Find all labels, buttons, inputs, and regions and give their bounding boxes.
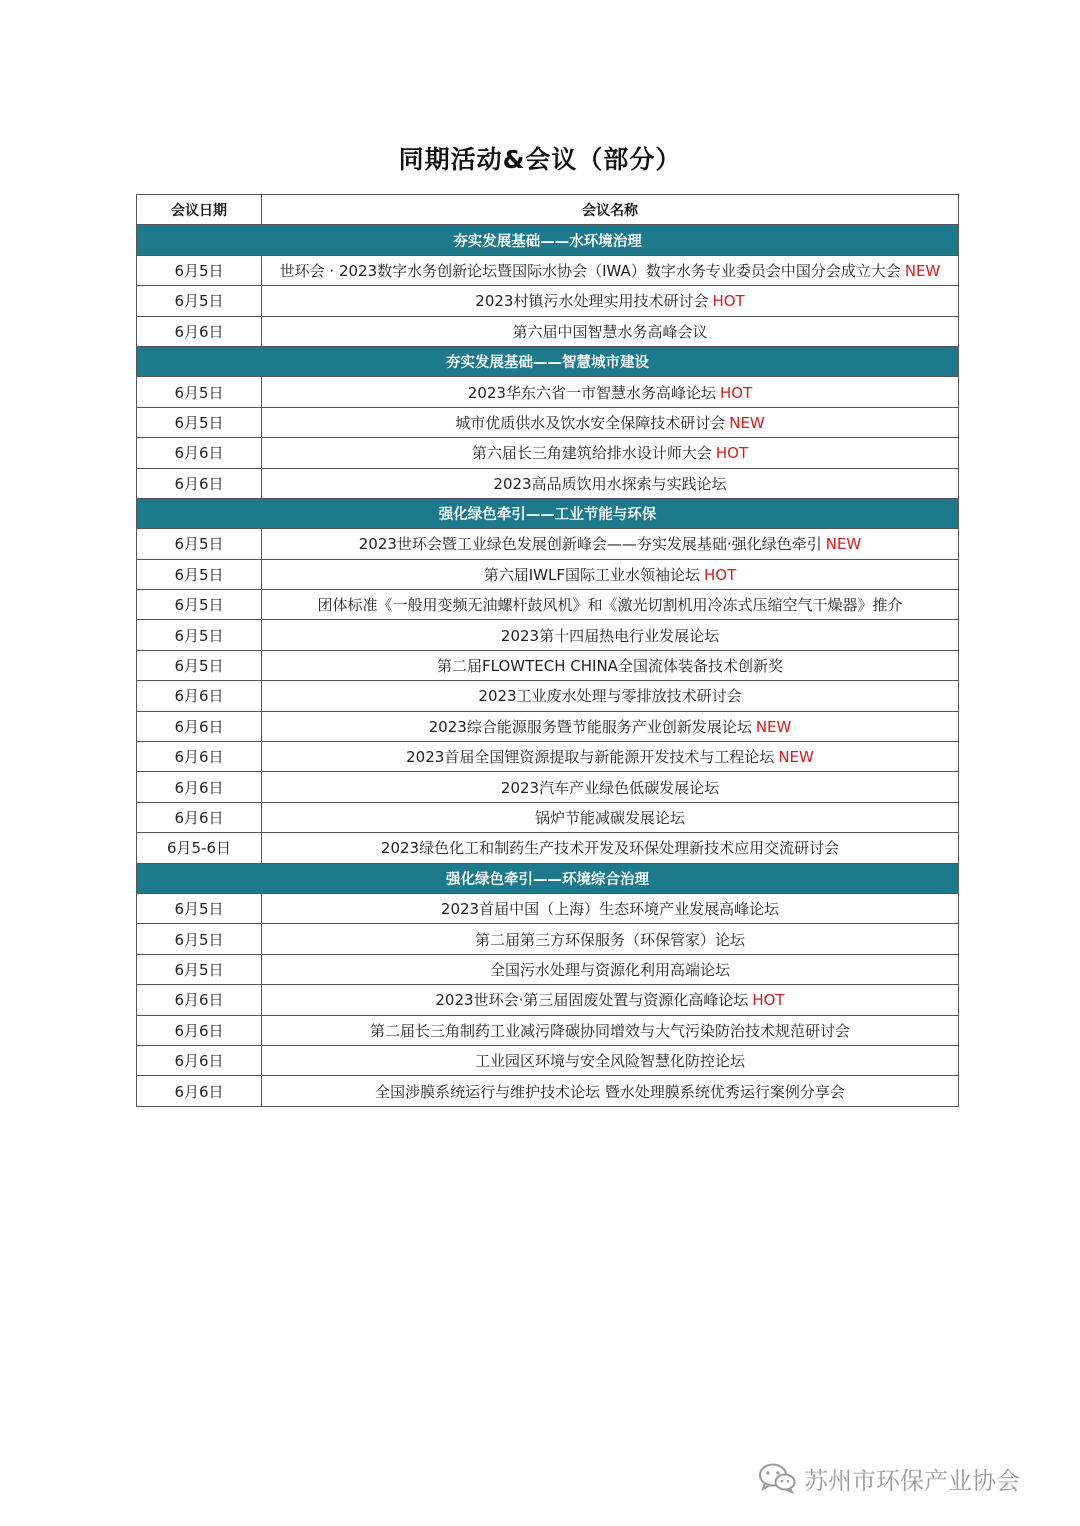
table-body xyxy=(137,225,959,1106)
table-row xyxy=(137,286,959,316)
section-row xyxy=(137,346,959,376)
event-name: 第二届FLOWTECH CHINA全国流体装备技术创新奖 xyxy=(437,657,783,676)
event-name: 工业园区环境与安全风险智慧化防控论坛 xyxy=(474,1052,745,1071)
row-event xyxy=(262,893,959,923)
row-date: 6月6日 xyxy=(137,772,262,802)
event-name: 全国涉膜系统运行与维护技术论坛 暨水处理膜系统优秀运行案例分享会 xyxy=(375,1082,845,1101)
table-row xyxy=(137,1015,959,1045)
row-event xyxy=(262,286,959,316)
row-event xyxy=(262,620,959,650)
row-date: 6月6日 xyxy=(137,985,262,1015)
event-name: 全国污水处理与资源化利用高端论坛 xyxy=(489,960,730,979)
row-date: 6月5日 xyxy=(137,924,262,954)
row-date: 6月6日 xyxy=(137,742,262,772)
table-row xyxy=(137,590,959,620)
table-row xyxy=(137,985,959,1015)
event-tag: HOT xyxy=(715,444,749,463)
event-name: 2023世环会暨工业绿色发展创新峰会——夯实发展基础·强化绿色牵引 xyxy=(358,535,822,554)
event-name: 2023华东六省一市智慧水务高峰论坛 xyxy=(467,383,716,402)
event-name: 2023汽车产业绿色低碳发展论坛 xyxy=(500,778,720,797)
row-date: 6月5日 xyxy=(137,286,262,316)
row-date: 6月5-6日 xyxy=(137,833,262,863)
row-event xyxy=(262,529,959,559)
row-event xyxy=(262,590,959,620)
watermark xyxy=(758,1460,1020,1496)
header-name: 会议名称 xyxy=(262,195,959,225)
table-row xyxy=(137,924,959,954)
event-tag: HOT xyxy=(712,292,745,311)
event-tag: HOT xyxy=(719,383,753,402)
row-date: 6月5日 xyxy=(137,590,262,620)
row-event xyxy=(262,924,959,954)
event-name: 第六届中国智慧水务高峰会议 xyxy=(512,322,708,341)
event-tag: HOT xyxy=(752,991,785,1010)
event-tag: NEW xyxy=(825,535,862,554)
table-row xyxy=(137,681,959,711)
event-name: 第六届长三角建筑给排水设计师大会 xyxy=(471,444,712,463)
event-name: 2023首届中国（上海）生态环境产业发展高峰论坛 xyxy=(440,900,780,919)
event-name: 2023绿色化工和制药生产技术开发及环保处理新技术应用交流研讨会 xyxy=(380,839,840,858)
row-event xyxy=(262,833,959,863)
row-date: 6月6日 xyxy=(137,681,262,711)
table-row xyxy=(137,954,959,984)
event-name: 城市优质供水及饮水安全保障技术研讨会 xyxy=(455,413,726,432)
row-date: 6月5日 xyxy=(137,559,262,589)
table-row xyxy=(137,559,959,589)
row-event xyxy=(262,377,959,407)
page-title: 同期活动&会议（部分） xyxy=(398,145,682,174)
table-row xyxy=(137,772,959,802)
row-date: 6月5日 xyxy=(137,650,262,680)
table-row xyxy=(137,316,959,346)
section-row xyxy=(137,498,959,528)
table-row xyxy=(137,711,959,741)
table-row xyxy=(137,1076,959,1106)
row-event xyxy=(262,742,959,772)
row-event xyxy=(262,1045,959,1075)
header-date: 会议日期 xyxy=(137,195,262,225)
row-date: 6月6日 xyxy=(137,711,262,741)
event-tag: HOT xyxy=(704,565,737,584)
table-row xyxy=(137,802,959,832)
wechat-icon xyxy=(758,1462,796,1494)
section-title: 夯实发展基础——智慧城市建设 xyxy=(137,346,959,376)
event-tag: NEW xyxy=(755,717,792,736)
row-event xyxy=(262,407,959,437)
row-event xyxy=(262,1076,959,1106)
row-event xyxy=(262,316,959,346)
row-event xyxy=(262,255,959,285)
section-row xyxy=(137,863,959,893)
row-event xyxy=(262,681,959,711)
row-date: 6月5日 xyxy=(137,529,262,559)
row-date: 6月5日 xyxy=(137,620,262,650)
row-date: 6月6日 xyxy=(137,316,262,346)
row-date: 6月6日 xyxy=(137,1015,262,1045)
section-title: 强化绿色牵引——工业节能与环保 xyxy=(137,498,959,528)
event-name: 第二届长三角制药工业减污降碳协同增效与大气污染防治技术规范研讨会 xyxy=(369,1021,850,1040)
row-date: 6月6日 xyxy=(137,468,262,498)
row-event xyxy=(262,438,959,468)
row-event xyxy=(262,772,959,802)
row-date: 6月5日 xyxy=(137,407,262,437)
table-row xyxy=(137,529,959,559)
event-name: 2023高品质饮用水探索与实践论坛 xyxy=(493,474,727,493)
event-name: 2023世环会·第三届固废处置与资源化高峰论坛 xyxy=(435,991,749,1010)
row-event xyxy=(262,650,959,680)
section-title: 夯实发展基础——水环境治理 xyxy=(137,225,959,255)
table-row xyxy=(137,377,959,407)
event-name: 2023综合能源服务暨节能服务产业创新发展论坛 xyxy=(428,717,752,736)
row-event xyxy=(262,468,959,498)
row-date: 6月6日 xyxy=(137,438,262,468)
row-date: 6月5日 xyxy=(137,255,262,285)
watermark-text: 苏州市环保产业协会 xyxy=(804,1466,1020,1495)
section-title: 强化绿色牵引——环境综合治理 xyxy=(137,863,959,893)
event-name: 世环会 · 2023数字水务创新论坛暨国际水协会（IWA）数字水务专业委员会中国分会成立大会 xyxy=(279,261,901,280)
event-name: 2023工业废水处理与零排放技术研讨会 xyxy=(478,687,742,706)
row-event xyxy=(262,985,959,1015)
event-tag: NEW xyxy=(729,413,765,432)
table-header-row xyxy=(137,195,959,225)
event-name: 2023首届全国锂资源提取与新能源开发技术与工程论坛 xyxy=(406,748,775,767)
row-event xyxy=(262,1015,959,1045)
event-name: 第二届第三方环保服务（环保管家）论坛 xyxy=(474,930,745,949)
row-event xyxy=(262,559,959,589)
table-row xyxy=(137,255,959,285)
table-row xyxy=(137,620,959,650)
table-row xyxy=(137,650,959,680)
table-row xyxy=(137,438,959,468)
event-tag: NEW xyxy=(904,261,941,280)
row-date: 6月5日 xyxy=(137,954,262,984)
row-event xyxy=(262,802,959,832)
row-date: 6月5日 xyxy=(137,893,262,923)
row-event xyxy=(262,711,959,741)
table-row xyxy=(137,893,959,923)
table-row xyxy=(137,468,959,498)
table-row xyxy=(137,833,959,863)
row-date: 6月6日 xyxy=(137,802,262,832)
section-row xyxy=(137,225,959,255)
event-name: 锅炉节能减碳发展论坛 xyxy=(534,809,685,827)
row-date: 6月6日 xyxy=(137,1045,262,1075)
event-name: 团体标准《一般用变频无油螺杆鼓风机》和《激光切割机用冷冻式压缩空气干燥器》推介 xyxy=(317,596,903,615)
schedule-table xyxy=(136,194,959,1107)
row-date: 6月6日 xyxy=(137,1076,262,1106)
event-name: 2023村镇污水处理实用技术研讨会 xyxy=(475,292,709,311)
table-row xyxy=(137,407,959,437)
event-name: 第六届IWLF国际工业水领袖论坛 xyxy=(483,565,700,584)
table-row xyxy=(137,1045,959,1075)
table-row xyxy=(137,742,959,772)
event-name: 2023第十四届热电行业发展论坛 xyxy=(500,626,720,645)
row-event xyxy=(262,954,959,984)
row-date: 6月5日 xyxy=(137,377,262,407)
event-tag: NEW xyxy=(778,748,814,767)
